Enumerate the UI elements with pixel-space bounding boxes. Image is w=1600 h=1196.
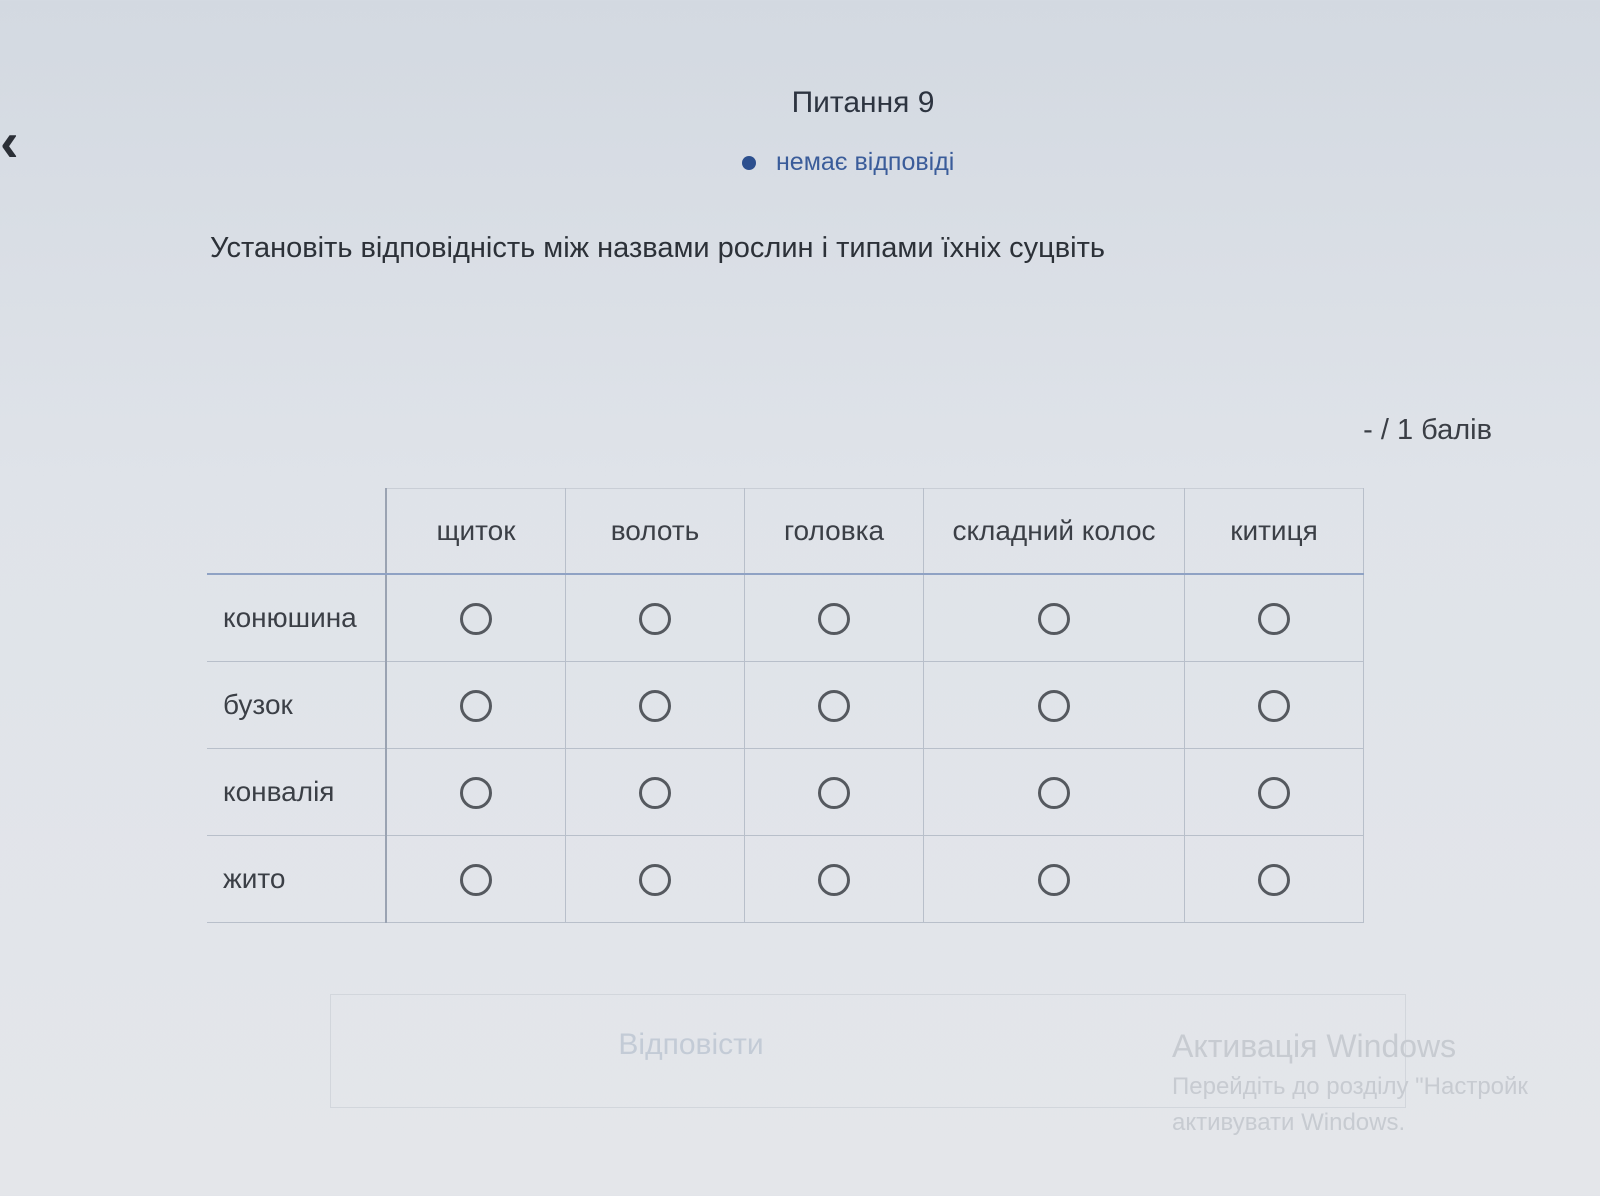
radio-button[interactable] [1038,603,1070,635]
radio-cell [386,662,566,749]
radio-button[interactable] [1038,690,1070,722]
radio-cell [386,836,566,923]
watermark-line: активувати Windows. [1172,1109,1406,1136]
radio-cell [924,662,1185,749]
row-label: конвалія [207,749,386,836]
radio-button[interactable] [1038,864,1070,896]
status-dot-icon [742,156,756,170]
row-label: конюшина [207,574,386,662]
radio-button[interactable] [818,864,850,896]
status-text: немає відповіді [776,148,955,176]
table-row [207,749,1364,836]
question-prompt: Установіть відповідність між назвами рослин і типами їхніх суцвіть [210,232,1106,264]
table-row [207,574,1364,662]
table-row [207,836,1364,923]
radio-button[interactable] [460,690,492,722]
question-title: Питання 9 [791,86,935,119]
radio-cell [566,836,745,923]
back-chevron-icon[interactable]: ‹ [0,110,19,173]
radio-cell [386,574,566,662]
column-header: китиця [1185,489,1364,575]
radio-button[interactable] [818,777,850,809]
radio-cell [1185,662,1364,749]
radio-cell [1185,749,1364,836]
radio-button[interactable] [1258,864,1290,896]
row-label: жито [207,836,386,923]
radio-button[interactable] [1258,690,1290,722]
score-label: - / 1 балів [1363,414,1492,446]
radio-button[interactable] [639,603,671,635]
answer-status [742,148,954,177]
radio-button[interactable] [1038,777,1070,809]
column-header: складний колос [924,489,1185,575]
grid-corner [207,489,386,575]
column-header: головка [745,489,924,575]
table-row [207,662,1364,749]
radio-cell [745,749,924,836]
radio-button[interactable] [818,690,850,722]
radio-button[interactable] [1258,777,1290,809]
radio-button[interactable] [460,603,492,635]
radio-cell [745,574,924,662]
radio-cell [745,836,924,923]
radio-button[interactable] [639,777,671,809]
matching-grid [207,488,1364,923]
radio-button[interactable] [818,603,850,635]
radio-cell [924,749,1185,836]
radio-button[interactable] [1258,603,1290,635]
radio-cell [745,662,924,749]
radio-cell [386,749,566,836]
radio-button[interactable] [639,690,671,722]
column-header: щиток [386,489,566,575]
radio-button[interactable] [639,864,671,896]
radio-button[interactable] [460,777,492,809]
radio-cell [1185,574,1364,662]
column-header: волоть [566,489,745,575]
radio-button[interactable] [460,864,492,896]
radio-cell [924,574,1185,662]
windows-activation-watermark [1172,1028,1528,1137]
radio-cell [566,749,745,836]
row-label: бузок [207,662,386,749]
watermark-line: Перейдіть до розділу "Настройк [1172,1073,1528,1100]
submit-button-label: Відповісти [618,1028,764,1061]
radio-cell [924,836,1185,923]
grid-header-row [207,489,1364,575]
radio-cell [566,662,745,749]
watermark-title: Активація Windows [1172,1028,1457,1064]
radio-cell [1185,836,1364,923]
radio-cell [566,574,745,662]
